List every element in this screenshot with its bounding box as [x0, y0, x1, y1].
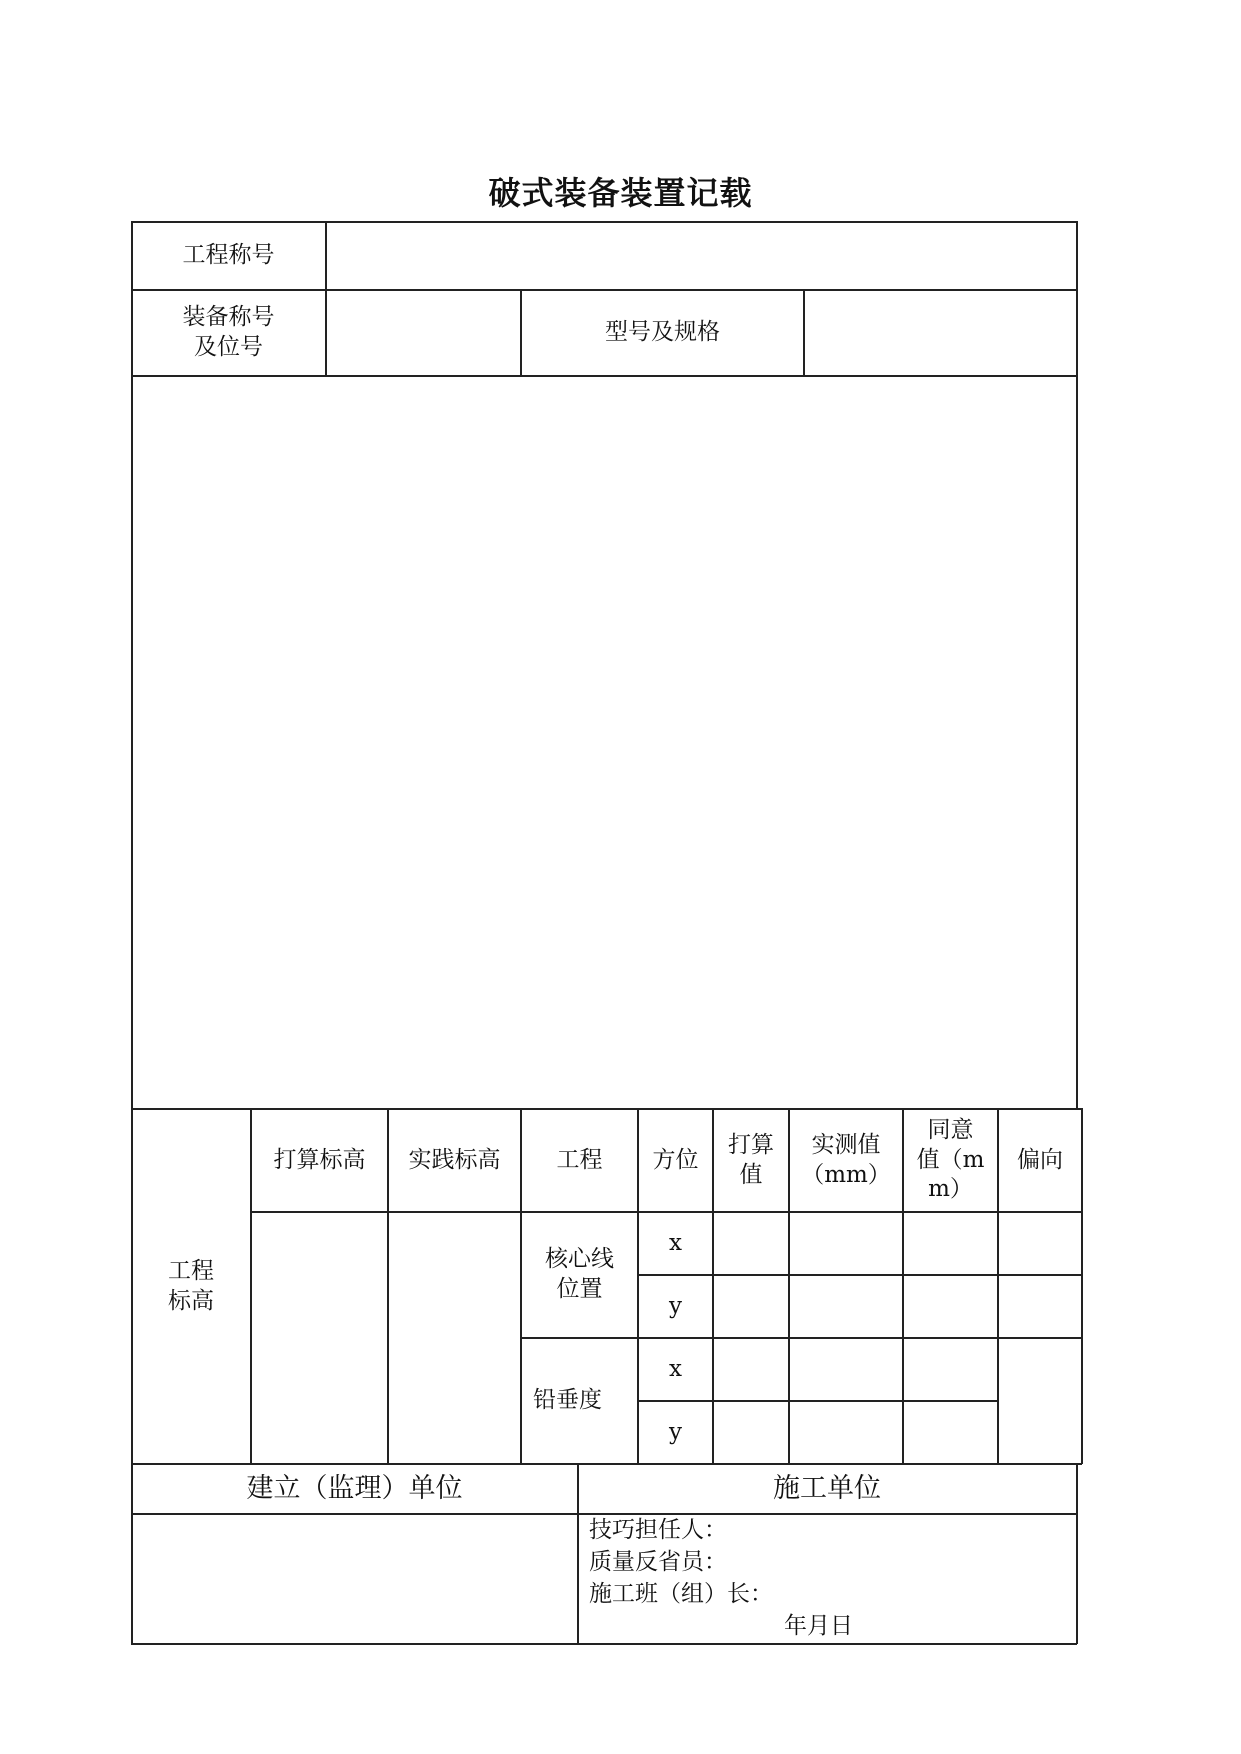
team-leader-label: 施工班（组）长： — [589, 1581, 773, 1607]
table-divider — [1081, 1108, 1083, 1464]
equipment-field[interactable] — [326, 290, 521, 376]
table-divider — [520, 1108, 522, 1464]
table-divider — [997, 1108, 999, 1464]
verticality-label: 铅垂度 — [533, 1387, 602, 1414]
table-divider — [131, 1513, 1077, 1515]
tech-lead-label: 技巧担任人： — [589, 1517, 727, 1543]
design-elevation-field[interactable] — [251, 1212, 388, 1464]
table-divider — [577, 1463, 579, 1644]
table-divider — [902, 1108, 904, 1464]
table-divider — [131, 1108, 1082, 1110]
allowed-value-header: 同意 值（m m） — [916, 1116, 985, 1203]
project-name-label: 工程称号 — [182, 242, 275, 269]
table-divider — [250, 1108, 252, 1464]
table-divider — [712, 1108, 714, 1464]
construction-unit-header: 施工单位 — [773, 1473, 881, 1505]
date-label: 年月日 — [784, 1613, 853, 1639]
table-divider — [638, 1400, 997, 1402]
centerline-y-label: y — [669, 1292, 682, 1319]
model-label: 型号及规格 — [605, 319, 720, 346]
supervisor-signature-area[interactable] — [131, 1514, 578, 1644]
table-border — [131, 221, 133, 1644]
table-divider — [520, 289, 522, 376]
equipment-label: 装备称号 及位号 — [182, 304, 275, 360]
table-divider — [325, 221, 327, 376]
table-divider — [251, 1211, 1082, 1213]
table-border — [1076, 221, 1078, 1109]
table-divider — [637, 1108, 639, 1464]
centerline-label: 核心线 位置 — [545, 1246, 614, 1302]
table-divider — [638, 1274, 1082, 1276]
table-border — [131, 1643, 1077, 1645]
design-value-header: 打算 值 — [728, 1131, 774, 1188]
measured-value-header: 实测值 （mm） — [801, 1131, 891, 1188]
quality-inspector-label: 质量反省员： — [589, 1549, 727, 1575]
deviation-header: 偏向 — [1017, 1146, 1063, 1173]
centerline-x-label: x — [669, 1229, 682, 1256]
actual-elevation-field[interactable] — [388, 1212, 521, 1464]
table-divider — [803, 289, 805, 376]
design-elevation-header: 打算标高 — [273, 1146, 366, 1173]
supervisor-unit-header: 建立（监理）单位 — [246, 1473, 463, 1505]
table-border — [131, 221, 1077, 223]
verticality-y-label: y — [669, 1418, 682, 1445]
page-title: 破式装备装置记载 — [488, 174, 753, 212]
table-divider — [131, 289, 1077, 291]
item-header: 工程 — [556, 1146, 603, 1173]
verticality-x-label: x — [669, 1355, 682, 1382]
elevation-row-label: 工程 标高 — [168, 1257, 214, 1314]
sketch-area[interactable] — [131, 376, 1076, 1109]
table-divider — [788, 1108, 790, 1464]
table-divider — [131, 1463, 1082, 1465]
table-divider — [131, 375, 1077, 377]
actual-elevation-header: 实践标高 — [408, 1146, 501, 1173]
model-field[interactable] — [804, 290, 1076, 376]
direction-header: 方位 — [652, 1146, 699, 1173]
table-divider — [387, 1108, 389, 1464]
table-border — [1076, 1464, 1078, 1644]
project-name-field[interactable] — [326, 222, 1076, 290]
